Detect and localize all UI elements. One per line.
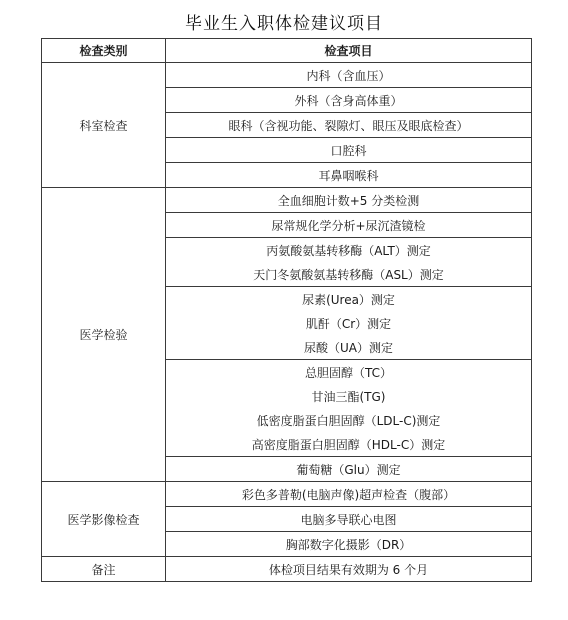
item-cell: 全血细胞计数+5 分类检测: [166, 188, 532, 213]
item-cell: 尿常规化学分析+尿沉渣镜检: [166, 213, 532, 238]
item-cell: 尿酸（UA）测定: [166, 335, 532, 360]
item-cell: 眼科（含视功能、裂隙灯、眼压及眼底检查）: [166, 113, 532, 138]
item-cell: 口腔科: [166, 138, 532, 163]
header-category: 检查类别: [42, 39, 166, 63]
category-cell: 医学检验: [42, 188, 166, 482]
item-cell: 尿素(Urea）测定: [166, 287, 532, 312]
item-cell: 肌酐（Cr）测定: [166, 311, 532, 335]
document-title: 毕业生入职体检建议项目: [185, 14, 383, 34]
item-cell: 胸部数字化摄影（DR）: [166, 532, 532, 557]
table-header-row: [42, 39, 532, 63]
item-cell: 电脑多导联心电图: [166, 507, 532, 532]
item-cell: 高密度脂蛋白胆固醇（HDL-C）测定: [166, 432, 532, 457]
table-row: [42, 63, 532, 88]
note-cell: 体检项目结果有效期为 6 个月: [166, 557, 532, 582]
item-cell: 甘油三酯(TG): [166, 384, 532, 408]
table-row: [42, 188, 532, 213]
header-item: 检查项目: [166, 39, 532, 63]
table-row: [42, 482, 532, 507]
exam-table: [41, 38, 532, 582]
item-cell: 外科（含身高体重）: [166, 88, 532, 113]
item-cell: 葡萄糖（Glu）测定: [166, 457, 532, 482]
item-cell: 内科（含血压）: [166, 63, 532, 88]
category-cell: 科室检查: [42, 63, 166, 188]
item-cell: 总胆固醇（TC）: [166, 360, 532, 385]
item-cell: 丙氨酸氨基转移酶（ALT）测定: [166, 238, 532, 263]
item-cell: 彩色多普勒(电脑声像)超声检查（腹部）: [166, 482, 532, 507]
item-cell: 低密度脂蛋白胆固醇（LDL-C)测定: [166, 408, 532, 432]
item-cell: 耳鼻咽喉科: [166, 163, 532, 188]
category-cell: 备注: [42, 557, 166, 582]
table-row: [42, 557, 532, 582]
item-cell: 天门冬氨酸氨基转移酶（ASL）测定: [166, 262, 532, 287]
category-cell: 医学影像检查: [42, 482, 166, 557]
